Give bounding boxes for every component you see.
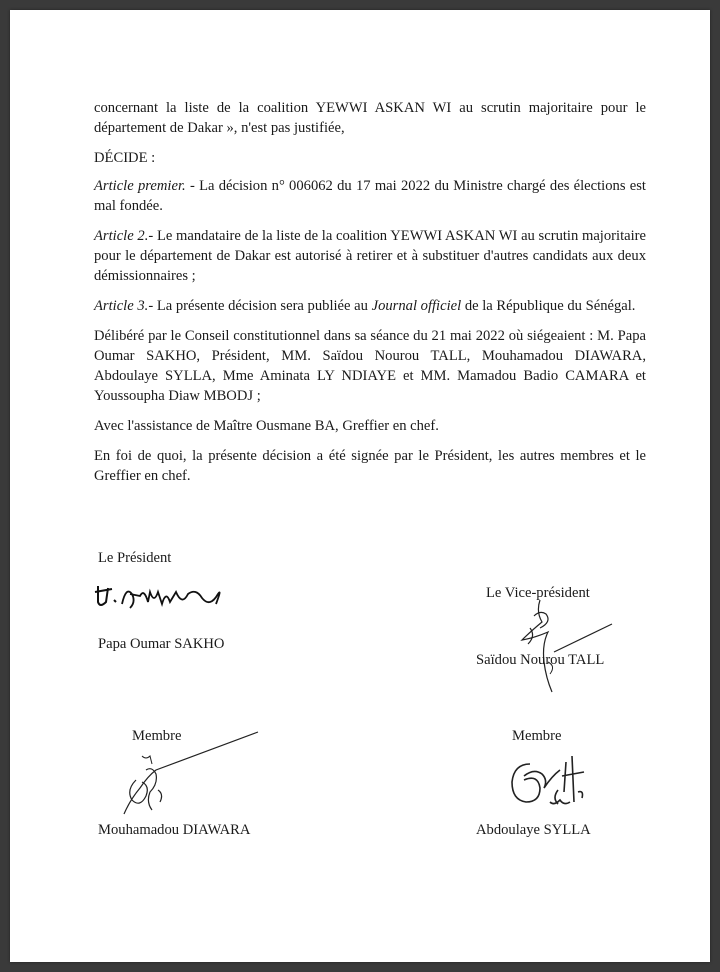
deliberation-paragraph: Délibéré par le Conseil constitutionnel dans sa séance du 21 mai 2022 où siégeaient : M. Papa Oumar SAKHO, Président, MM. Saïdou Nourou TALL, Mouhamadou DIAWARA, Abdoulaye SYLLA, Mme Aminata LY NDIAYE et MM. Mamadou Badio CAMARA et Youssoupha Diaw MBODJ ; bbox=[94, 328, 646, 404]
vice-president-name: Saïdou Nourou TALL bbox=[476, 652, 605, 668]
vice-president-signature bbox=[500, 592, 640, 702]
article-3-text-b: de la République du Sénégal. bbox=[461, 298, 636, 314]
member-left-signature bbox=[106, 730, 266, 830]
vice-president-title: Le Vice-président bbox=[486, 585, 590, 601]
article-1-text: - La décision n° 006062 du 17 mai 2022 du Ministre chargé des élections est mal fondée. bbox=[94, 178, 646, 214]
article-1-label: Article premier. bbox=[94, 178, 186, 194]
member-right-name: Abdoulaye SYLLA bbox=[476, 822, 591, 838]
member-left-name: Mouhamadou DIAWARA bbox=[98, 822, 251, 838]
journal-officiel: Journal officiel bbox=[371, 298, 462, 314]
article-3-text-a: - La présente décision sera publiée au bbox=[148, 298, 372, 314]
article-3-label: Article 3. bbox=[94, 298, 149, 314]
article-2-label: Article 2. bbox=[94, 228, 149, 244]
document-page bbox=[10, 10, 710, 962]
member-left-title: Membre bbox=[132, 728, 182, 744]
article-3 bbox=[94, 296, 646, 316]
article-1 bbox=[94, 176, 646, 216]
decide-heading: DÉCIDE : bbox=[94, 150, 156, 166]
member-right-signature bbox=[500, 746, 610, 816]
member-right-title: Membre bbox=[512, 728, 562, 744]
intro-paragraph: concernant la liste de la coalition YEWWI ASKAN WI au scrutin majoritaire pour le département de Dakar », n'est pas justifiée, bbox=[94, 100, 646, 136]
assistance-paragraph: Avec l'assistance de Maître Ousmane BA, Greffier en chef. bbox=[94, 418, 439, 434]
president-title: Le Président bbox=[98, 550, 172, 566]
article-2 bbox=[94, 226, 646, 286]
president-name: Papa Oumar SAKHO bbox=[98, 636, 225, 652]
president-signature bbox=[92, 580, 242, 614]
article-2-text: - Le mandataire de la liste de la coalition YEWWI ASKAN WI au scrutin majoritaire pour le département de Dakar est autorisé à retirer et à substituer d'autres candidats aux deux démissionnaires ; bbox=[94, 228, 646, 284]
decision-body bbox=[94, 98, 646, 496]
closing-paragraph: En foi de quoi, la présente décision a été signée par le Président, les autres membres et le Greffier en chef. bbox=[94, 448, 646, 484]
